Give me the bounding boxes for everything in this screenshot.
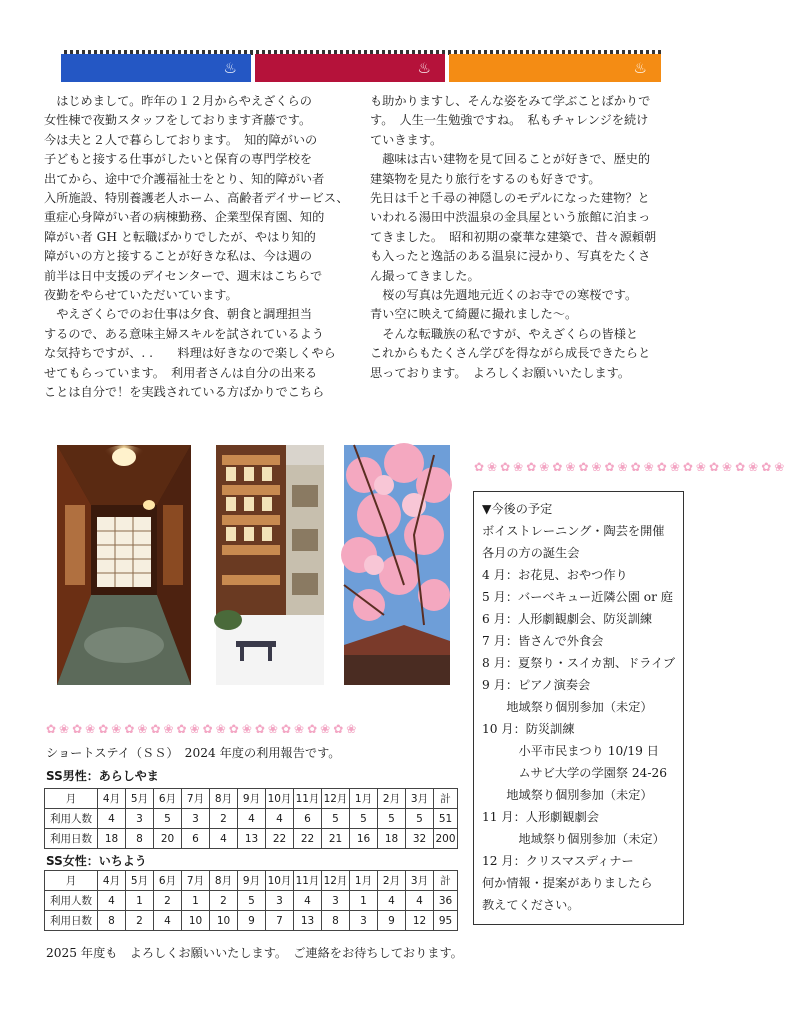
- table-row: [45, 911, 458, 931]
- article-line: 夜勤をやらせていただいています。: [44, 288, 238, 303]
- schedule-item: 11 月：人形劇観劇会: [482, 810, 599, 824]
- header-banner: [61, 50, 661, 82]
- table-row: [45, 829, 458, 849]
- male-usage-table: [44, 788, 458, 849]
- table-cell: 12月: [322, 871, 350, 891]
- table-cell: 10月: [266, 871, 294, 891]
- schedule-item: 7 月：皆さんで外食会: [482, 634, 604, 648]
- article-line: 障がい者 GH と転職ばかりでしたが、やはり知的: [44, 229, 316, 244]
- table-cell: 13: [294, 911, 322, 931]
- table-cell: 4月: [98, 871, 126, 891]
- table-cell: 1月: [350, 789, 378, 809]
- schedule-item: 何か情報・提案がありましたら: [482, 876, 653, 890]
- article-line: も入ったと逸話のある温泉に浸かり、写真をたくさ: [370, 249, 651, 264]
- table-cell: 8: [126, 829, 154, 849]
- table-cell: 21: [322, 829, 350, 849]
- table-cell: 10月: [266, 789, 294, 809]
- table-cell: 計: [434, 871, 458, 891]
- table-cell: 18: [378, 829, 406, 849]
- schedule-item: 9 月：ピアノ演奏会: [482, 678, 591, 692]
- article-line: 入所施設、特別養護老人ホーム、高齢者デイサービス、: [44, 191, 349, 206]
- schedule-item: 各月の方の誕生会: [482, 546, 580, 560]
- article-line: やえざくらでのお仕事は夕食、朝食と調理担当: [56, 307, 313, 322]
- table-cell: 2: [126, 911, 154, 931]
- banner-band-red: [255, 54, 445, 82]
- article-line: す。 人生一生勉強ですね。 私もチャレンジを続け: [370, 113, 649, 128]
- article-line: いわれる湯田中渋温泉の金具屋という旅館に泊まっ: [370, 210, 651, 225]
- cherry-blossom-photo: [344, 445, 450, 685]
- table-cell: 12月: [322, 789, 350, 809]
- article-line: せてもらっています。 利用者さんは自分の出来る: [44, 365, 318, 380]
- table-cell: 4: [210, 829, 238, 849]
- schedule-item: 8 月：夏祭り・スイカ割、ドライブ: [482, 656, 676, 670]
- table-cell: 11月: [294, 789, 322, 809]
- table-cell: 8月: [210, 871, 238, 891]
- article-line: も助かりますし、そんな姿をみて学ぶことばかりで: [370, 94, 651, 108]
- table-cell: 1: [126, 891, 154, 911]
- table-header-row: [45, 871, 458, 891]
- table-cell: 6: [182, 829, 210, 849]
- table-cell: 9月: [238, 789, 266, 809]
- schedule-item: 12 月：クリスマスディナー: [482, 854, 634, 868]
- schedule-item: ムサビ大学の学園祭 24-26: [482, 766, 668, 780]
- table-cell: 1月: [350, 871, 378, 891]
- table-cell: 5: [350, 809, 378, 829]
- table-cell: 20: [154, 829, 182, 849]
- table-cell: 4: [378, 891, 406, 911]
- table-cell: 10: [210, 911, 238, 931]
- article-line: 今は夫と２人で暮らしております。 知的障がいの: [44, 132, 318, 147]
- article-line: これからもたくさん学びを得ながら成長できたらと: [370, 346, 651, 361]
- table-cell: 32: [406, 829, 434, 849]
- table-cell: 3月: [406, 789, 434, 809]
- onsen-ryokan-building-photo: [216, 445, 324, 685]
- article-line: 思っております。 よろしくお願いいたします。: [370, 365, 631, 380]
- article-line: 趣味は古い建物を見て回ることが好きで、歴史的: [382, 152, 651, 167]
- table-cell: 2: [210, 809, 238, 829]
- table-cell: 1: [182, 891, 210, 911]
- table-cell: 4: [294, 891, 322, 911]
- article-line: 桜の写真は先週地元近くのお寺での寒桜です。: [382, 288, 638, 303]
- table-cell: 22: [294, 829, 322, 849]
- table-cell: 5: [238, 891, 266, 911]
- table-cell: 月: [45, 789, 98, 809]
- table-cell: 10: [182, 911, 210, 931]
- table-cell: 8: [98, 911, 126, 931]
- table-cell: 7月: [182, 871, 210, 891]
- table-cell: 5: [154, 809, 182, 829]
- female-usage-table: [44, 870, 458, 931]
- schedule-item: 地域祭り個別参加（未定）: [482, 832, 665, 846]
- table-row: [45, 891, 458, 911]
- article-line: 出てから、途中で介護福祉士をとり、知的障がい者: [44, 171, 325, 186]
- table-cell: 4: [98, 809, 126, 829]
- table-cell: 5: [322, 809, 350, 829]
- table-cell: 13: [238, 829, 266, 849]
- table-cell: 4: [98, 891, 126, 911]
- onsen-icon: ♨: [417, 59, 431, 77]
- schedule-item: 地域祭り個別参加（未定）: [482, 788, 653, 802]
- table-cell: 7: [266, 911, 294, 931]
- table-cell: 4月: [98, 789, 126, 809]
- schedule-item: 5 月：バーベキュー近隣公園 or 庭: [482, 590, 673, 604]
- table-cell: 4: [238, 809, 266, 829]
- table-cell: 9: [378, 911, 406, 931]
- table-cell: 5: [378, 809, 406, 829]
- sakura-border: ✿❀✿❀✿❀✿❀✿❀✿❀✿❀✿❀✿❀✿❀✿❀✿❀: [474, 460, 787, 474]
- table-cell: 3: [126, 809, 154, 829]
- schedule-item: 10 月：防災訓練: [482, 722, 575, 736]
- article-line: 障がいの方と接することが好きな私は、今は週の: [44, 249, 313, 264]
- table-cell: 3: [350, 911, 378, 931]
- table-cell: 6: [294, 809, 322, 829]
- article-line: てきました。 昭和初期の豪華な建築で、昔々源頼朝: [370, 229, 657, 244]
- article-line: 先日は千と千尋の神隠しのモデルになった建物？と: [370, 191, 650, 206]
- table-cell: 9月: [238, 871, 266, 891]
- schedule-title: ▼今後の予定: [482, 502, 553, 516]
- table-cell: 4: [266, 809, 294, 829]
- table-cell: 6月: [154, 871, 182, 891]
- closing-message: 2025 年度も よろしくお願いいたします。 ご連絡をお待ちしております。: [46, 946, 463, 960]
- article-column-right: [370, 92, 688, 383]
- article-line: 青い空に映えて綺麗に撮れました～。: [370, 307, 578, 322]
- article-line: そんな転職族の私ですが、やえざくらの皆様と: [382, 326, 639, 341]
- banner-band-blue: [61, 54, 251, 82]
- table-cell: 4: [154, 911, 182, 931]
- article-line: するので、ある意味主婦スキルを試されているよう: [44, 326, 324, 341]
- sakura-border: ✿❀✿❀✿❀✿❀✿❀✿❀✿❀✿❀✿❀✿❀✿❀✿❀: [46, 722, 360, 736]
- table-cell: 9: [238, 911, 266, 931]
- table-cell: 36: [434, 891, 458, 911]
- table-header-row: [45, 789, 458, 809]
- schedule-item: ボイストレーニング・陶芸を開催: [482, 524, 665, 538]
- article-column-left: [44, 92, 354, 403]
- report-intro: ショートステイ（ＳＳ） 2024 年度の利用報告です。: [46, 746, 341, 760]
- table-cell: 22: [266, 829, 294, 849]
- table-cell: 3: [182, 809, 210, 829]
- table-cell: 3: [266, 891, 294, 911]
- table-cell: 16: [350, 829, 378, 849]
- table-cell: 月: [45, 871, 98, 891]
- schedule-item: 小平市民まつり 10/19 日: [482, 744, 659, 758]
- article-line: な気持ちですが、. . 料理は好きなので楽しくやら: [44, 346, 336, 361]
- schedule-box: [473, 491, 684, 925]
- article-line: ん撮ってきました。: [370, 268, 480, 283]
- table-cell: 6月: [154, 789, 182, 809]
- article-line: 女性棟で夜勤スタッフをしております斉藤です。: [44, 113, 312, 128]
- ryokan-corridor-photo: [57, 445, 191, 685]
- table-cell: 利用人数: [45, 809, 98, 829]
- table-cell: 利用人数: [45, 891, 98, 911]
- article-line: 重症心身障がい者の病棟勤務、企業型保育園、知的: [44, 210, 325, 225]
- table-cell: 200: [434, 829, 458, 849]
- table-cell: 3月: [406, 871, 434, 891]
- schedule-item: 6 月：人形劇観劇会、防災訓練: [482, 612, 653, 626]
- article-line: 前半は日中支援のデイセンターで、週末はこちらで: [44, 268, 323, 283]
- article-line: ていきます。: [370, 132, 443, 147]
- table-cell: 11月: [294, 871, 322, 891]
- schedule-item: 地域祭り個別参加（未定）: [482, 700, 653, 714]
- table-cell: 12: [406, 911, 434, 931]
- female-table-heading: SS女性：いちよう: [46, 854, 147, 868]
- onsen-icon: ♨: [633, 59, 647, 77]
- male-table-heading: SS男性：あらしやま: [46, 769, 159, 783]
- table-cell: 1: [350, 891, 378, 911]
- table-cell: 5月: [126, 789, 154, 809]
- table-cell: 8: [322, 911, 350, 931]
- table-cell: 2: [154, 891, 182, 911]
- table-cell: 4: [406, 891, 434, 911]
- table-cell: 3: [322, 891, 350, 911]
- table-cell: 18: [98, 829, 126, 849]
- table-cell: 2: [210, 891, 238, 911]
- table-cell: 51: [434, 809, 458, 829]
- schedule-item: 4 月：お花見、おやつ作り: [482, 568, 628, 582]
- article-line: 建築物を見たり旅行をするのも好きです。: [370, 171, 601, 186]
- banner-band-orange: [449, 54, 661, 82]
- table-cell: 95: [434, 911, 458, 931]
- table-cell: 2月: [378, 871, 406, 891]
- table-cell: 利用日数: [45, 829, 98, 849]
- article-line: 子どもと接する仕事がしたいと保育の専門学校を: [44, 152, 313, 167]
- onsen-icon: ♨: [223, 59, 237, 77]
- table-cell: 8月: [210, 789, 238, 809]
- table-cell: 2月: [378, 789, 406, 809]
- table-cell: 計: [434, 789, 458, 809]
- article-line: ことは自分で！を実践されている方ばかりでこちら: [44, 385, 325, 400]
- table-cell: 5月: [126, 871, 154, 891]
- table-row: [45, 809, 458, 829]
- table-cell: 7月: [182, 789, 210, 809]
- table-cell: 5: [406, 809, 434, 829]
- article-line: はじめまして。昨年の１２月からやえざくらの: [56, 94, 312, 108]
- table-cell: 利用日数: [45, 911, 98, 931]
- schedule-item: 教えてください。: [482, 898, 580, 912]
